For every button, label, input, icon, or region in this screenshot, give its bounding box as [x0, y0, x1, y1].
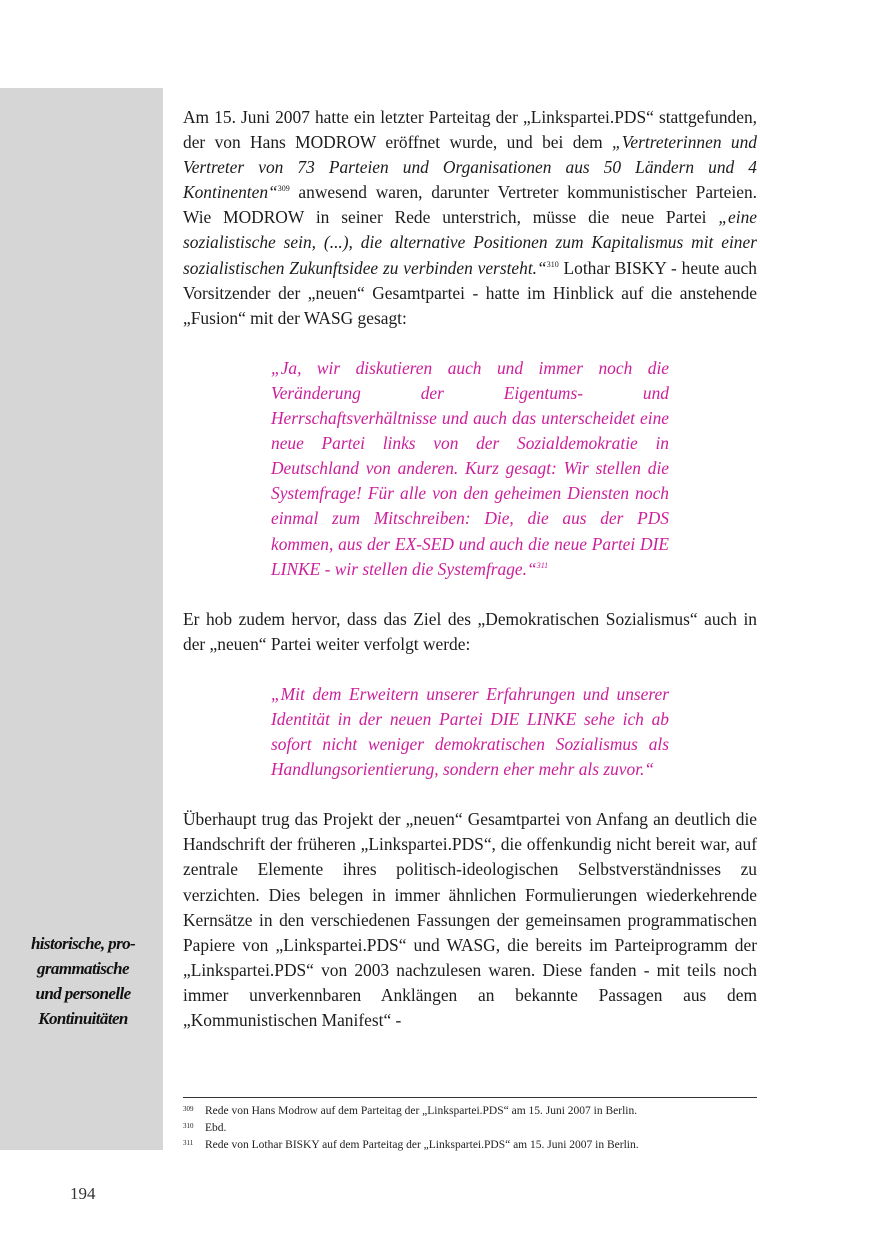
footnotes	[183, 1103, 757, 1154]
main-text	[183, 105, 757, 1033]
text-run: Lothar BISKY - heute auch Vorsitzender der „neuen“ Gesamtpartei - hatte im Hinblick auf die anstehende „Fusion“ mit der WASG gesagt:	[183, 257, 757, 328]
text-run: anwesend waren, darunter Vertreter kommunistischer Parteien. Wie MODROW in seiner Rede unterstrich, müsse die neue Partei	[183, 182, 757, 228]
footnote-text: Rede von Lothar BISKY auf dem Parteitag der „Linkspartei.PDS“ am 15. Juni 2007 in Berlin.	[205, 1139, 639, 1151]
margin-note-line: Kontinuitäten	[38, 1009, 128, 1028]
margin-note-line: grammatische	[37, 959, 129, 978]
block-quote-2: „Mit dem Erweitern unserer Erfahrungen und unserer Identität in der neuen Partei DIE LINKE sehe ich ab sofort nicht weniger demokratischen Sozialismus als Handlungsorientierung, sondern eher mehr als zuvor.“	[271, 683, 669, 780]
footnote-text: Ebd.	[205, 1122, 227, 1134]
margin-note-line: und personelle	[35, 984, 131, 1003]
quote-inline: „Vertreterinnen und Vertreter von 73 Parteien und Organisationen aus 50 Ländern und 4 Kontinenten“	[183, 132, 757, 203]
footnote-divider	[183, 1097, 757, 1098]
paragraph-3: Überhaupt trug das Projekt der „neuen“ Gesamtpartei von Anfang an deutlich die Handschrift der früheren „Linkspartei.PDS“, die offenkundig nicht bereit war, auf zentrale Elemente ihres politisch-ideologischen Selbstverständnisses zu verzichten. Dies belegen in immer ähnlichen Formulierungen wiederkehrende Kernsätze in den verschiedenen Fassungen der gemeinsamen programmatischen Papiere von „Linkspartei.PDS“ und WASG, die bereits im Parteiprogramm der „Linkspartei.PDS“ von 2003 nachzulesen waren. Diese fanden - mit teils noch immer unverkennbaren Anklängen an bekannte Passagen aus dem „Kommunistischen Manifest“ -	[183, 809, 757, 1030]
footnote	[183, 1137, 757, 1154]
footnote-text: Rede von Hans Modrow auf dem Parteitag der „Linkspartei.PDS“ am 15. Juni 2007 in Berlin.	[205, 1105, 638, 1117]
footnote-number: 310	[183, 1122, 194, 1130]
page-number: 194	[70, 1184, 96, 1203]
margin-note	[8, 931, 158, 1031]
footnote	[183, 1120, 757, 1137]
quote-inline: „eine sozialistische sein, (...), die alternative Positionen zum Kapitalismus mit einer sozialistischen Zukunftsidee zu verbinden versteht.“	[183, 207, 757, 278]
margin-note-line: historische, pro-	[30, 934, 136, 953]
footnote	[183, 1103, 757, 1120]
footnote-number: 309	[183, 1105, 194, 1113]
footnote-number: 311	[183, 1139, 194, 1147]
paragraph-1	[183, 105, 757, 331]
footnote-ref: 310	[546, 259, 559, 269]
footnote-ref: 309	[277, 184, 290, 194]
paragraph-2: Er hob zudem hervor, dass das Ziel des „Demokratischen Sozialismus“ auch in der „neuen“ Partei weiter verfolgt werde:	[183, 608, 757, 654]
quote-text: „Ja, wir diskutieren auch und immer noch die Veränderung der Eigentums- und Herrschaftsverhältnisse und auch das unterscheidet eine neue Partei links von der Sozialdemokratie in Deutschland von anderen. Kurz gesagt: Wir stellen die Systemfrage! Für alle von den geheimen Diensten noch einmal zum Mitschreiben: Die, die aus der PDS kommen, aus der EX-SED und auch die neue Partei DIE LINKE - wir stellen die Systemfrage.“	[271, 357, 669, 579]
text-run: Am 15. Juni 2007 hatte ein letzter Parteitag der „Linkspartei.PDS“ stattgefunden, der von Hans MODROW eröffnet wurde, und bei dem	[183, 107, 757, 153]
footnote-ref: 311	[536, 560, 549, 570]
block-quote-1	[271, 356, 669, 582]
